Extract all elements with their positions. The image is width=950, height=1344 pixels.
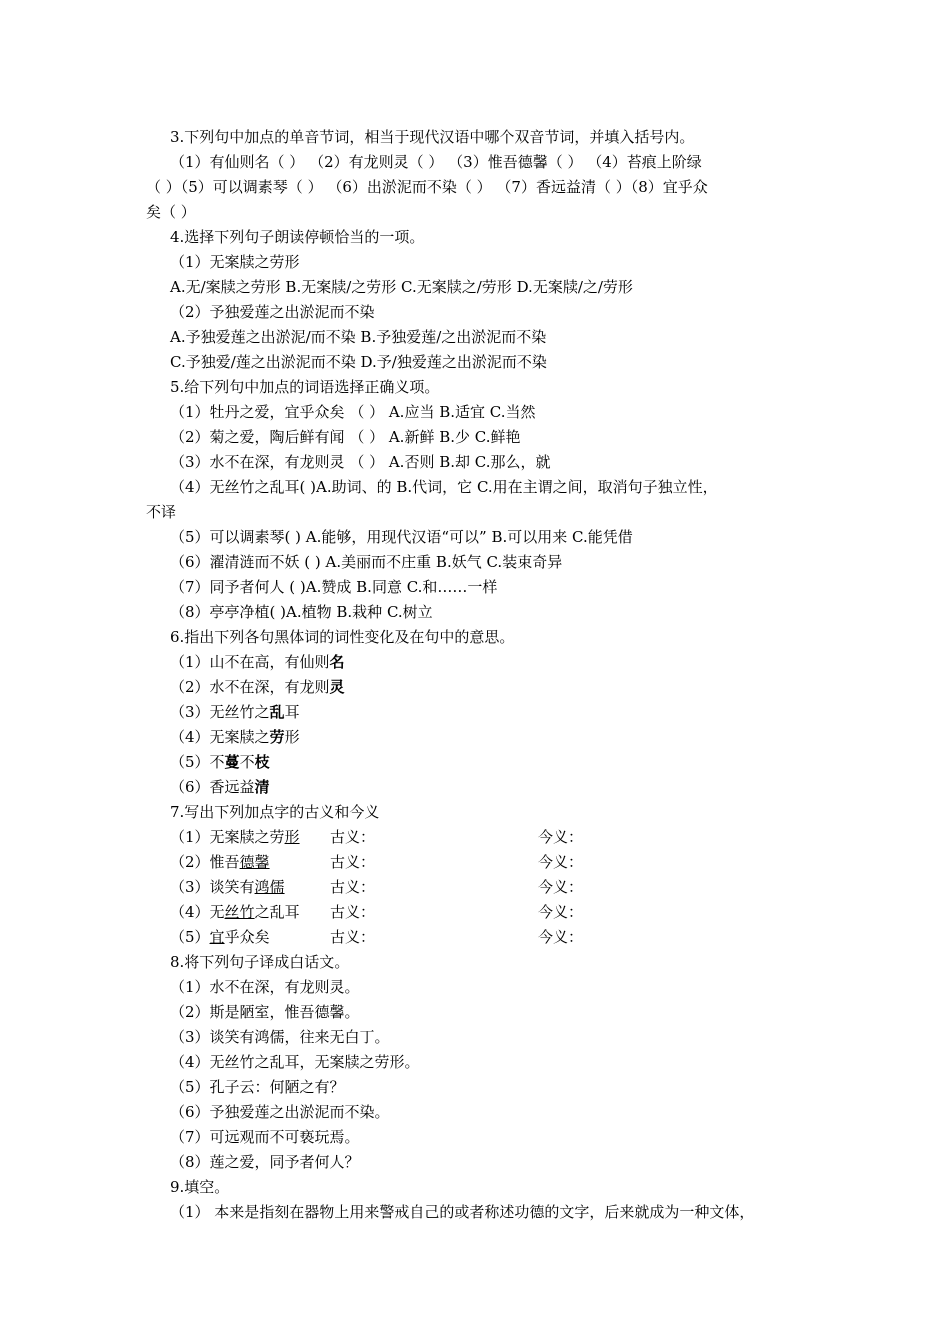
q5-item-8: （8）亭亭净植( )A.植物 B.栽种 C.树立 (170, 603, 433, 621)
q7-item-5 (170, 927, 270, 947)
q8-item-7: （7）可远观而不可亵玩焉。 (170, 1128, 360, 1146)
q6-item-1-bold: 名 (329, 653, 345, 671)
q6-item-4-text: （4）无案牍之 (170, 728, 270, 746)
q7-item-5-post: 乎众矣 (224, 928, 270, 946)
q5-item-3: （3）水不在深，有龙则灵 （ ） A.否则 B.却 C.那么，就 (170, 453, 551, 471)
q5-item-5: （5）可以调素琴( ) A.能够，用现代汉语“可以” B.可以用来 C.能凭借 (170, 528, 633, 546)
q3-title: 3.下列句中加点的单音节词，相当于现代汉语中哪个双音节词，并填入括号内。 (170, 128, 695, 146)
q6-item-4-bold: 劳 (269, 728, 285, 746)
q7-item-3-underlined: 鸿儒 (254, 878, 285, 896)
q6-item-3 (170, 702, 300, 722)
q3-line-2: （ ）（5）可以调素琴（ ） （6）出淤泥而不染（ ） （7）香远益清（ ）（8）宜乎众 (146, 178, 708, 196)
q5-item-7: （7）同予者何人 ( )A.赞成 B.同意 C.和……一样 (170, 578, 498, 596)
q4-sentence-2: （2）予独爱莲之出淤泥而不染 (170, 303, 375, 321)
q5-item-2: （2）菊之爱，陶后鲜有闻 （ ） A.新鲜 B.少 C.鲜艳 (170, 428, 521, 446)
q7-item-1 (170, 827, 300, 847)
q7-item-3 (170, 877, 285, 897)
q6-item-6 (170, 777, 270, 797)
q6-item-1 (170, 652, 345, 672)
q8-item-6: （6）予独爱莲之出淤泥而不染。 (170, 1103, 390, 1121)
q6-item-3-post: 耳 (284, 703, 300, 721)
q4-title: 4.选择下列句子朗读停顿恰当的一项。 (170, 228, 425, 246)
q6-item-5-bold: 蔓 (224, 753, 240, 771)
q7-item-5-underlined: 宜 (209, 928, 225, 946)
q6-item-5-text: （5）不 (170, 753, 225, 771)
q6-item-6-text: （6）香远益 (170, 778, 255, 796)
q4-sentence-1: （1）无案牍之劳形 (170, 253, 300, 271)
q7-item-4 (170, 902, 300, 922)
q7-item-3-text: （3）谈笑有 (170, 878, 255, 896)
q8-item-2: （2）斯是陋室，惟吾德馨。 (170, 1003, 360, 1021)
q7-item-4-jin-label: 今义： (538, 903, 584, 921)
q4-options-2b: C.予独爱/莲之出淤泥而不染 D.予/独爱莲之出淤泥而不染 (170, 353, 547, 371)
q6-item-4 (170, 727, 300, 747)
q3-line-3: 矣（ ） (146, 203, 196, 221)
q7-item-5-jin-label: 今义： (538, 928, 584, 946)
q7-item-1-jin-label: 今义： (538, 828, 584, 846)
q7-item-4-text: （4）无 (170, 903, 225, 921)
q7-item-2 (170, 852, 270, 872)
q8-title: 8.将下列句子译成白话文。 (170, 953, 350, 971)
q7-item-1-gu-label: 古义： (330, 828, 376, 846)
q8-item-8: （8）莲之爱，同予者何人？ (170, 1153, 360, 1171)
q6-item-1-text: （1）山不在高，有仙则 (170, 653, 330, 671)
q5-item-4: （4）无丝竹之乱耳( )A.助词、的 B.代词，它 C.用在主谓之间，取消句子独立性， (170, 478, 718, 496)
q7-item-3-jin-label: 今义： (538, 878, 584, 896)
q7-item-1-underlined: 形 (284, 828, 300, 846)
q8-item-4: （4）无丝竹之乱耳，无案牍之劳形。 (170, 1053, 420, 1071)
q8-item-1: （1）水不在深，有龙则灵。 (170, 978, 360, 996)
q8-item-3: （3）谈笑有鸿儒，往来无白丁。 (170, 1028, 390, 1046)
q5-item-4-cont: 不译 (146, 503, 177, 521)
q7-item-2-underlined: 德馨 (239, 853, 270, 871)
q6-item-5-bold-2: 枝 (254, 753, 270, 771)
q7-item-2-text: （2）惟吾 (170, 853, 240, 871)
q6-item-5 (170, 752, 270, 772)
q7-item-2-gu-label: 古义： (330, 853, 376, 871)
q6-item-6-bold: 清 (254, 778, 270, 796)
q5-title: 5.给下列句中加点的词语选择正确义项。 (170, 378, 440, 396)
q9-item-1: （1） 本来是指刻在器物上用来警戒自己的或者称述功德的文字，后来就成为一种文体， (170, 1203, 755, 1221)
q6-item-2 (170, 677, 345, 697)
q7-item-3-gu-label: 古义： (330, 878, 376, 896)
q7-item-2-jin-label: 今义： (538, 853, 584, 871)
q7-item-5-text: （5） (170, 928, 210, 946)
q6-item-4-post: 形 (284, 728, 300, 746)
q4-options-1: A.无/案牍之劳形 B.无案牍/之劳形 C.无案牍之/劳形 D.无案牍/之/劳形 (170, 278, 633, 296)
q6-item-5-mid: 不 (239, 753, 255, 771)
q3-line-1: （1）有仙则名（ ） （2）有龙则灵（ ） （3）惟吾德馨（ ） （4）苔痕上阶绿 (170, 153, 702, 171)
q7-title: 7.写出下列加点字的古义和今义 (170, 803, 380, 821)
q6-item-2-bold: 灵 (329, 678, 345, 696)
q7-item-4-post: 之乱耳 (254, 903, 300, 921)
q9-title: 9.填空。 (170, 1178, 230, 1196)
q4-options-2a: A.予独爱莲之出淤泥/而不染 B.予独爱莲/之出淤泥而不染 (170, 328, 547, 346)
q6-item-2-text: （2）水不在深，有龙则 (170, 678, 330, 696)
q6-title: 6.指出下列各句黑体词的词性变化及在句中的意思。 (170, 628, 515, 646)
q7-item-5-gu-label: 古义： (330, 928, 376, 946)
q7-item-1-text: （1）无案牍之劳 (170, 828, 285, 846)
q6-item-3-bold: 乱 (269, 703, 285, 721)
q8-item-5: （5）孔子云：何陋之有？ (170, 1078, 345, 1096)
q5-item-6: （6）濯清涟而不妖 ( ) A.美丽而不庄重 B.妖气 C.装束奇异 (170, 553, 563, 571)
q5-item-1: （1）牡丹之爱，宜乎众矣 （ ） A.应当 B.适宜 C.当然 (170, 403, 536, 421)
q7-item-4-underlined: 丝竹 (224, 903, 255, 921)
q6-item-3-text: （3）无丝竹之 (170, 703, 270, 721)
q7-item-4-gu-label: 古义： (330, 903, 376, 921)
